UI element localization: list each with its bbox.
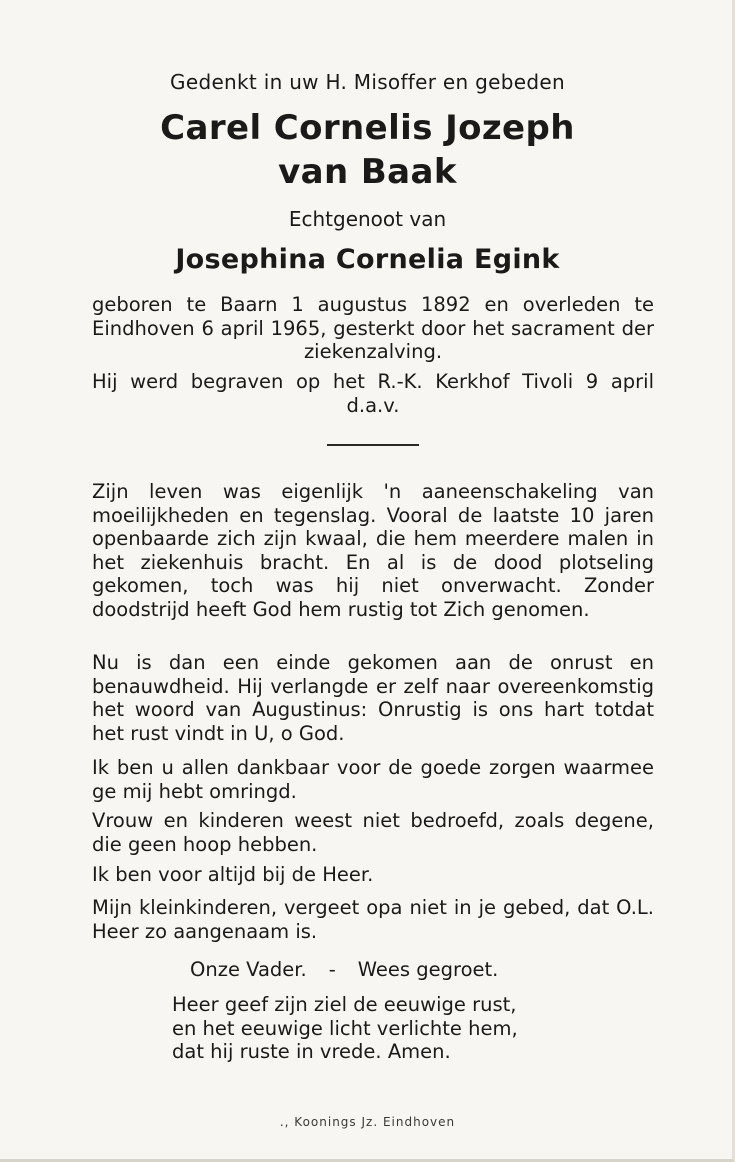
closing-prayer: [172, 993, 580, 1064]
birth-death-paragraph: geboren te Baarn 1 augustus 1892 en overleden te Eindhoven 6 april 1965, gesterkt door het sacrament der ziekenzalving.: [92, 293, 654, 364]
paragraph-family: Vrouw en kinderen weest niet bedroefd, zoals degene, die geen hoop hebben.: [92, 809, 654, 856]
burial-paragraph: Hij werd begraven op het R.-K. Kerkhof Tivoli 9 april d.a.v.: [92, 370, 654, 417]
deceased-name-line-2: van Baak: [278, 152, 457, 192]
prayer-separator: -: [328, 958, 336, 981]
printer-imprint: ., Koonings Jz. Eindhoven: [279, 1115, 456, 1129]
closing-line-1: Heer geef zijn ziel de eeuwige rust,: [172, 993, 517, 1016]
intro-text: Gedenkt in uw H. Misoffer en gebeden: [170, 70, 565, 94]
spouse-label: Echtgenoot van: [288, 207, 447, 231]
divider-line: [327, 444, 419, 446]
closing-line-3: dat hij ruste in vrede. Amen.: [172, 1040, 451, 1064]
deceased-name-line-1: Carel Cornelis Jozeph: [160, 108, 575, 148]
closing-line-2: en het eeuwige licht verlichte hem,: [172, 1016, 518, 1040]
spouse-name: Josephina Cornelia Egink: [175, 244, 560, 275]
paragraph-rest: Nu is dan een einde gekomen aan de onrust en benauwdheid. Hij verlangde er zelf naar overeenkomstig het woord van Augustinus: Onrustig is ons hart totdat het rust vindt in U, o God.: [92, 651, 654, 745]
prayer-wees-gegroet: Wees gegroet.: [357, 958, 499, 981]
paragraph-forever: Ik ben voor altijd bij de Heer.: [92, 863, 374, 886]
paragraph-grandchildren: Mijn kleinkinderen, vergeet opa niet in je gebed, dat O.L. Heer zo aangenaam is.: [92, 896, 654, 943]
paragraph-thanks: Ik ben u allen dankbaar voor de goede zorgen waarmee ge mij hebt omringd.: [92, 756, 654, 803]
prayer-line: [190, 958, 498, 981]
prayer-onze-vader: Onze Vader.: [190, 958, 307, 981]
paragraph-life: Zijn leven was eigenlijk 'n aaneenschakeling van moeilijkheden en tegenslag. Vooral de laatste 10 jaren openbaarde zich zijn kwaal, die hem meerdere malen in het ziekenhuis bracht. En al is de dood plotseling gekomen, toch was hij niet onverwacht. Zonder doodstrijd heeft God hem rustig tot Zich genomen.: [92, 480, 654, 621]
